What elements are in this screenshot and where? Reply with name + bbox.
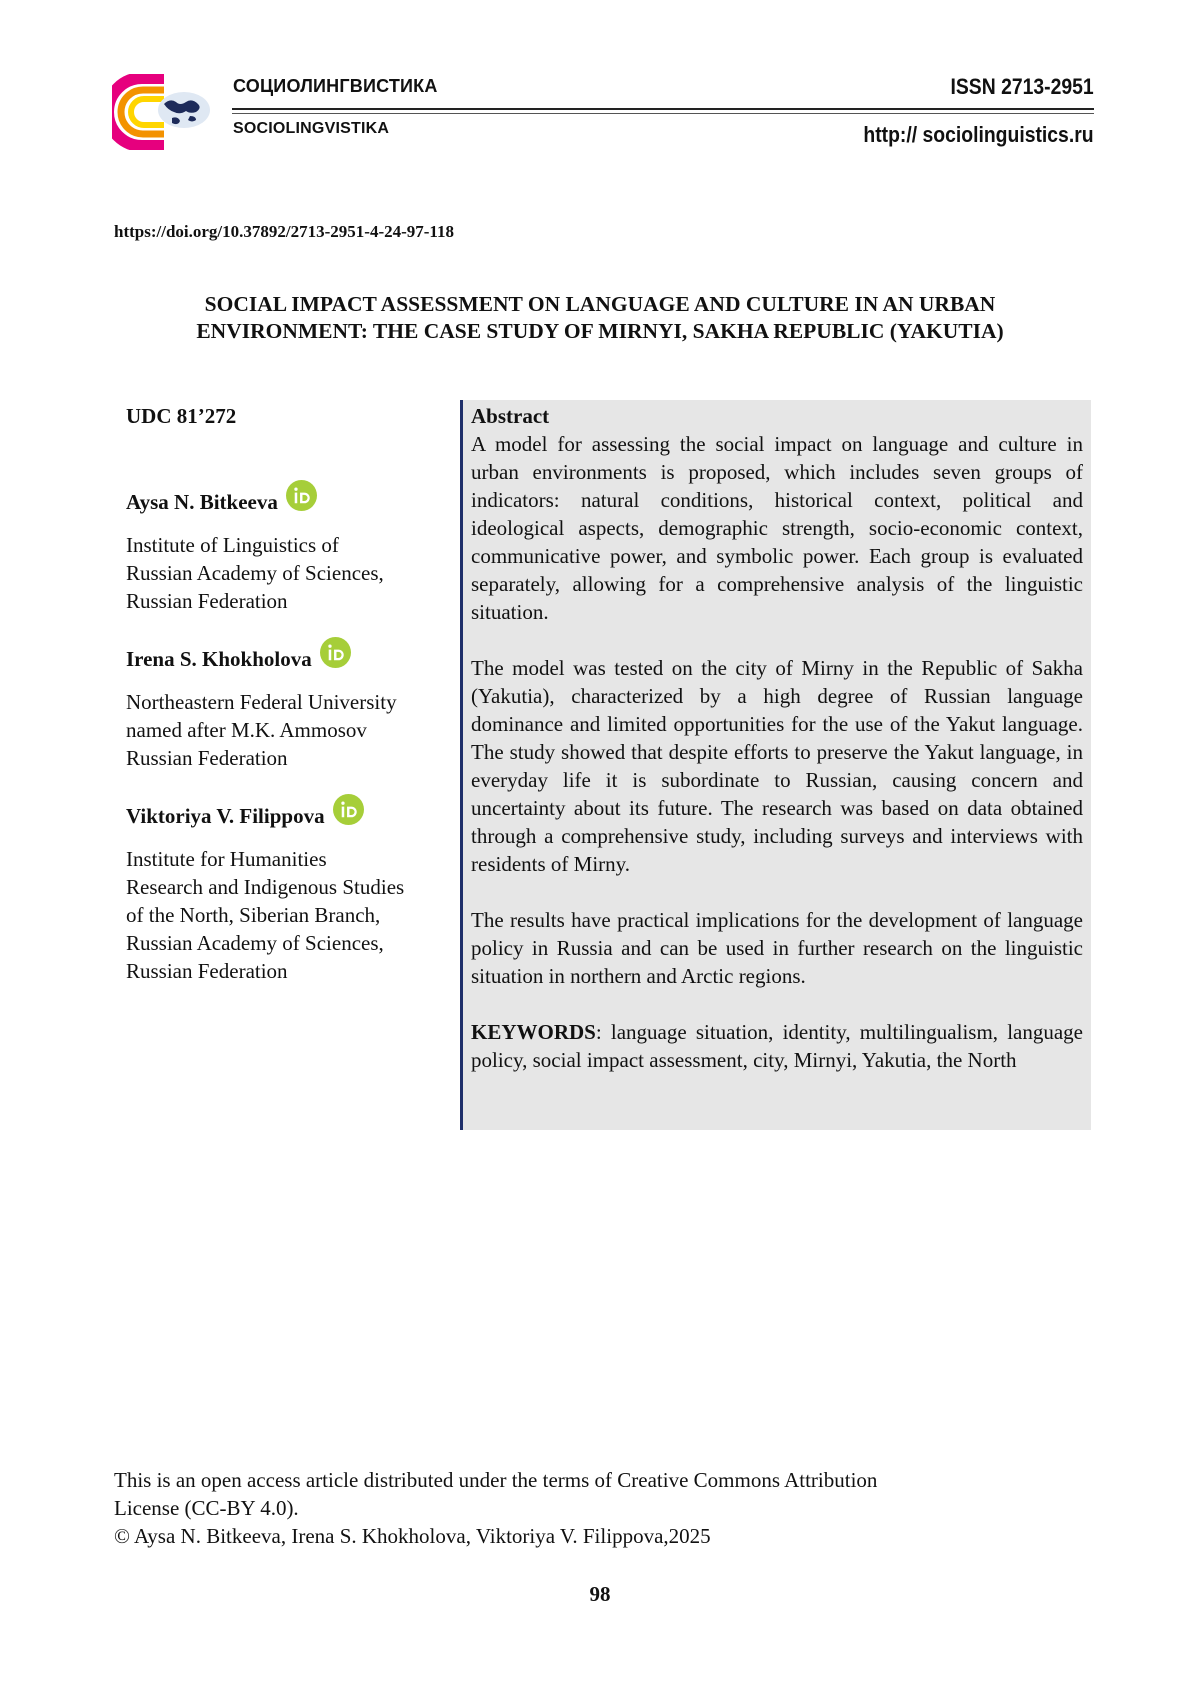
author-affiliation: Russian Federation <box>126 589 288 613</box>
author-name-text: Irena S. Khokholova <box>126 646 312 671</box>
title-line: ENVIRONMENT: THE CASE STUDY OF MIRNYI, SAKHA REPUBLIC (YAKUTIA) <box>196 319 1004 343</box>
keywords-label: KEYWORDS <box>471 1020 596 1044</box>
author-affiliation: Russian Academy of Sciences, <box>126 561 384 585</box>
author-affiliation: of the North, Siberian Branch, <box>126 903 381 927</box>
article-title <box>114 291 1086 345</box>
author-affiliation: Northeastern Federal University <box>126 690 397 714</box>
keywords-text: : language situation, identity, multilingualism, language policy, social impact assessment, city, Mirnyi, Yakutia, the North <box>471 1020 1083 1072</box>
udc-code: UDC 81’272 <box>126 404 237 428</box>
license-text: License (CC-BY 4.0). <box>114 1496 299 1520</box>
license-block <box>114 1466 1014 1550</box>
license-text: This is an open access article distributed under the terms of Creative Commons Attribution <box>114 1468 878 1492</box>
title-line: SOCIAL IMPACT ASSESSMENT ON LANGUAGE AND CULTURE IN AN URBAN <box>204 292 996 316</box>
keywords <box>471 1018 1083 1074</box>
abstract-accent-bar <box>460 400 463 1130</box>
author-affiliation: named after M.K. Ammosov <box>126 718 367 742</box>
abstract-paragraph: A model for assessing the social impact on language and culture in urban environments is proposed, which includes seven groups of indicators: natural conditions, historical context, political and ideological aspects, demographic strength, socio-economic context, communicative power, and symbolic power. Each group is evaluated separately, allowing for a comprehensive analysis of the linguistic situation. <box>471 432 1083 624</box>
header-rule-thin <box>232 113 1094 114</box>
author-affiliation: Russian Federation <box>126 959 288 983</box>
abstract-paragraph: The results have practical implications for the development of language policy in Russia and can be used in further research on the linguistic situation in northern and Arctic regions. <box>471 908 1083 988</box>
issn: ISSN 2713-2951 <box>950 74 1094 99</box>
author-affiliation: Russian Federation <box>126 746 288 770</box>
author-affiliation: Institute for Humanities <box>126 847 327 871</box>
author-name <box>126 643 456 674</box>
website-link[interactable]: http:// sociolinguistics.ru <box>863 122 1094 147</box>
author-affiliation: Russian Academy of Sciences, <box>126 931 384 955</box>
orcid-icon[interactable] <box>333 794 364 825</box>
journal-name-russian: СОЦИОЛИНГВИСТИКА <box>233 76 438 96</box>
author-affiliation: Research and Indigenous Studies <box>126 875 405 899</box>
orcid-icon[interactable] <box>320 637 351 668</box>
orcid-icon[interactable] <box>286 480 317 511</box>
author-name-text: Aysa N. Bitkeeva <box>126 489 278 514</box>
abstract-heading: Abstract <box>471 404 550 428</box>
page-number: 98 <box>589 1582 611 1606</box>
abstract-content <box>471 402 1083 1074</box>
author-name <box>126 800 456 831</box>
abstract-paragraph: The model was tested on the city of Mirny in the Republic of Sakha (Yakutia), characterized by a high degree of Russian language dominance and limited opportunities for the use of the Yakut language. The study showed that despite efforts to preserve the Yakut language, in everyday life it is subordinate to Russian, causing concern and uncertainty about its future. The research was based on data obtained through a comprehensive study, including surveys and interviews with residents of Mirny. <box>471 656 1083 876</box>
journal-name-english: SOCIOLINGVISTIKA <box>233 120 390 137</box>
author-name-text: Viktoriya V. Filippova <box>126 803 325 828</box>
copyright-text: © Aysa N. Bitkeeva, Irena S. Khokholova, Viktoriya V. Filippova,2025 <box>114 1524 711 1548</box>
author-affiliation: Institute of Linguistics of <box>126 533 339 557</box>
author-name <box>126 486 456 517</box>
header-rule <box>232 108 1094 110</box>
journal-logo <box>112 74 212 150</box>
author-column <box>126 402 456 985</box>
doi-link[interactable]: https://doi.org/10.37892/2713-2951-4-24-97-118 <box>114 222 454 241</box>
